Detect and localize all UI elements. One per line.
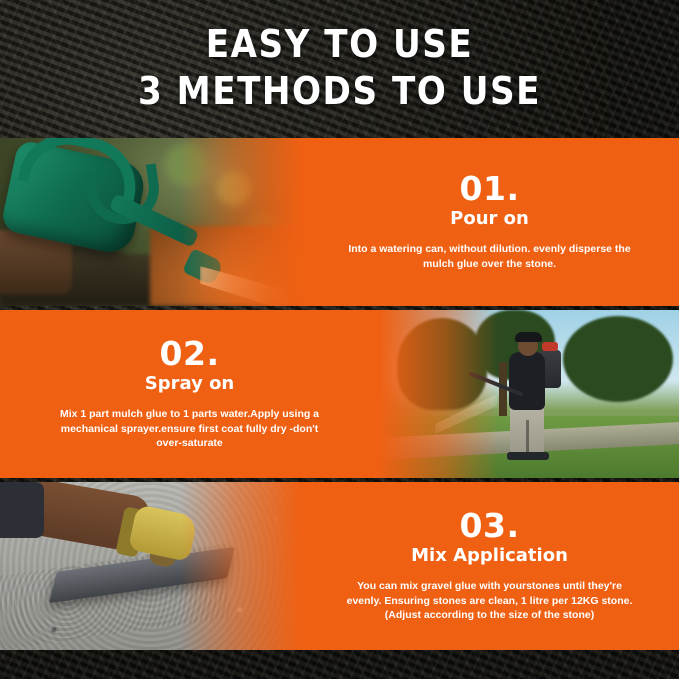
step-3-text [300,482,679,650]
step-2-number: 02. [159,333,220,373]
image-fade-overlay [379,310,499,478]
step-2-description: Mix 1 part mulch glue to 1 parts water.Apply using a mechanical sprayer.ensure first coat fully dry -don't over-saturate [59,407,320,450]
page-title [138,23,541,114]
step-band-3 [0,482,679,650]
step-1-number: 01. [459,169,520,209]
image-fade-overlay [180,482,300,650]
worker-sleeve [0,482,44,538]
operator-cap [515,332,542,342]
operator-leg-split [526,420,529,456]
step-2-text [0,310,379,478]
palm-trunk [499,362,507,424]
step-2-title: Spray on [144,372,235,394]
step-2-image [379,310,679,478]
step-band-2 [0,310,679,478]
poster-header [0,0,679,136]
backpack-tank-cap [542,342,558,351]
title-line-2: 3 METHODS TO USE [138,69,541,113]
step-1-description: Into a watering can, without dilution. evenly disperse the mulch glue over the stone. [348,243,631,270]
step-1-image [0,138,300,306]
tree-right [563,316,673,402]
step-3-number: 03. [459,505,520,545]
operator-shoes [507,452,549,460]
title-line-1: EASY TO USE [205,21,474,66]
operator-torso [509,352,545,410]
step-1-title: Pour on [450,208,529,230]
image-fade-overlay [180,138,300,306]
step-3-image [0,482,300,650]
step-1-text [300,138,679,306]
step-band-1 [0,138,679,306]
step-3-description: You can mix gravel glue with yourstones until they're evenly. Ensuring stones are clean, 1 litre per 12KG stone. (Adjust according to the size of the stone) [346,579,633,622]
step-3-title: Mix Application [411,544,568,566]
